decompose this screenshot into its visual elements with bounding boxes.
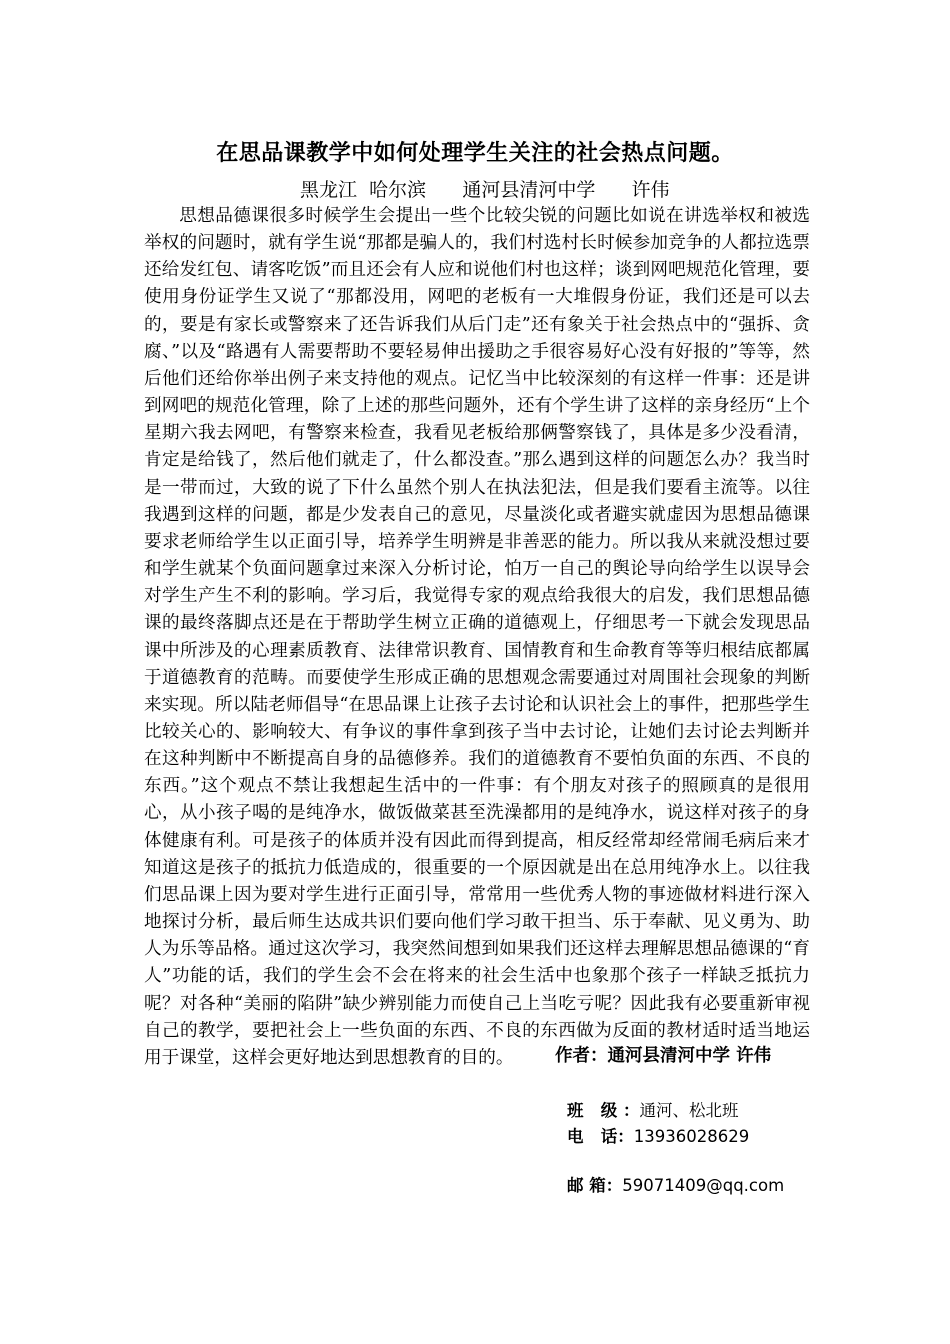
document-title: 在思品课教学中如何处理学生关注的社会热点问题。 [216,141,734,166]
email-info [567,1172,784,1196]
phone-value: 13936028629 [633,1127,750,1146]
author-byline: 黑龙江 哈尔滨 通河县清河中学 许伟 [300,179,670,201]
class-label: 班 级 ： [567,1101,640,1120]
class-info [567,1097,738,1121]
body-paragraph: 思想品德课很多时候学生会提出一些个比较尖锐的问题比如说在讲选举权和被选举权的问题时，就有学生说“那都是骗人的，我们村选村长时候参加竞争的人都拉选票还给发红包、请客吃饭”而且还会有人应和说他们村也这样；谈到网吧规范化管理，要使用身份证学生又说了“那都没用，网吧的老板有一大堆假身份证，我们还是可以去的，要是有家长或警察来了还告诉我们从后门走”还有象关于社会热点中的“强拆、贪腐、”以及“路遇有人需要帮助不要轻易伸出援助之手很容易好心没有好报的”等等，然后他们还给你举出例子来支持他的观点。记忆当中比较深刻的有这样一件事：还是讲到网吧的规范化管理，除了上述的那些问题外，还有个学生讲了这样的亲身经历“上个星期六我去网吧，有警察来检查，我看见老板给那俩警察钱了，具体是多少没看清，肯定是给钱了，然后他们就走了，什么都没查。”那么遇到这样的问题怎么办？我当时是一带而过，大致的说了下什么虽然个别人在执法犯法，但是我们要看主流等。以往我遇到这样的问题，都是少发表自己的意见，尽量淡化或者避实就虚因为思想品德课要求老师给学生以正面引导，培养学生明辨是非善恶的能力。所以我从来就没想过要和学生就某个负面问题拿过来深入分析讨论，怕万一自己的舆论导向给学生以误导会对学生产生不利的影响。学习后，我觉得专家的观点给我很大的启发，我们思想品德课的最终落脚点还是在于帮助学生树立正确的道德观上，仔细思考一下就会发现思品课中所涉及的心理素质教育、法律常识教育、国情教育和生命教育等等归根结底都属于道德教育的范畴。而要使学生形成正确的思想观念需要通过对周围社会现象的判断来实现。所以陆老师倡导“在思品课上让孩子去讨论和认识社会上的事件，把那些学生比较关心的、影响较大、有争议的事件拿到孩子当中去讨论，让她们去讨论去判断并在这种判断中不断提高自身的品德修养。我们的道德教育不要怕负面的东西、不良的东西。”这个观点不禁让我想起生活中的一件事：有个朋友对孩子的照顾真的是很用心，从小孩子喝的是纯净水，做饭做菜甚至洗澡都用的是纯净水，说这样对孩子的身体健康有利。可是孩子的体质并没有因此而得到提高，相反经常却经常闹毛病后来才知道这是孩子的抵抗力低造成的，很重要的一个原因就是出在总用纯净水上。以往我们思品课上因为要对学生进行正面引导，常常用一些优秀人物的事迹做材料进行深入地探讨分析，最后师生达成共识们要向他们学习敢干担当、乐于奉献、见义勇为、助人为乐等品格。通过这次学习，我突然间想到如果我们还这样去理解思想品德课的“育人”功能的话，我们的学生会不会在将来的社会生活中也象那个孩子一样缺乏抵抗力呢？对各种“美丽的陷阱”缺少辨别能力而使自己上当吃亏呢？因此我有必要重新审视自己的教学，要把社会上一些负面的东西、不良的东西做为反面的教材适时适当地运用于课堂，这样会更好地达到思想教育的目的。 [144,206,810,1068]
phone-info [567,1123,749,1147]
class-value: 通河、松北班 [639,1101,739,1120]
phone-label: 电 话： [567,1127,634,1146]
email-value: 59071409@qq.com [622,1176,785,1195]
author-signature: 作者：通河县清河中学 许伟 [555,1046,772,1066]
email-label: 邮 箱： [567,1176,623,1195]
